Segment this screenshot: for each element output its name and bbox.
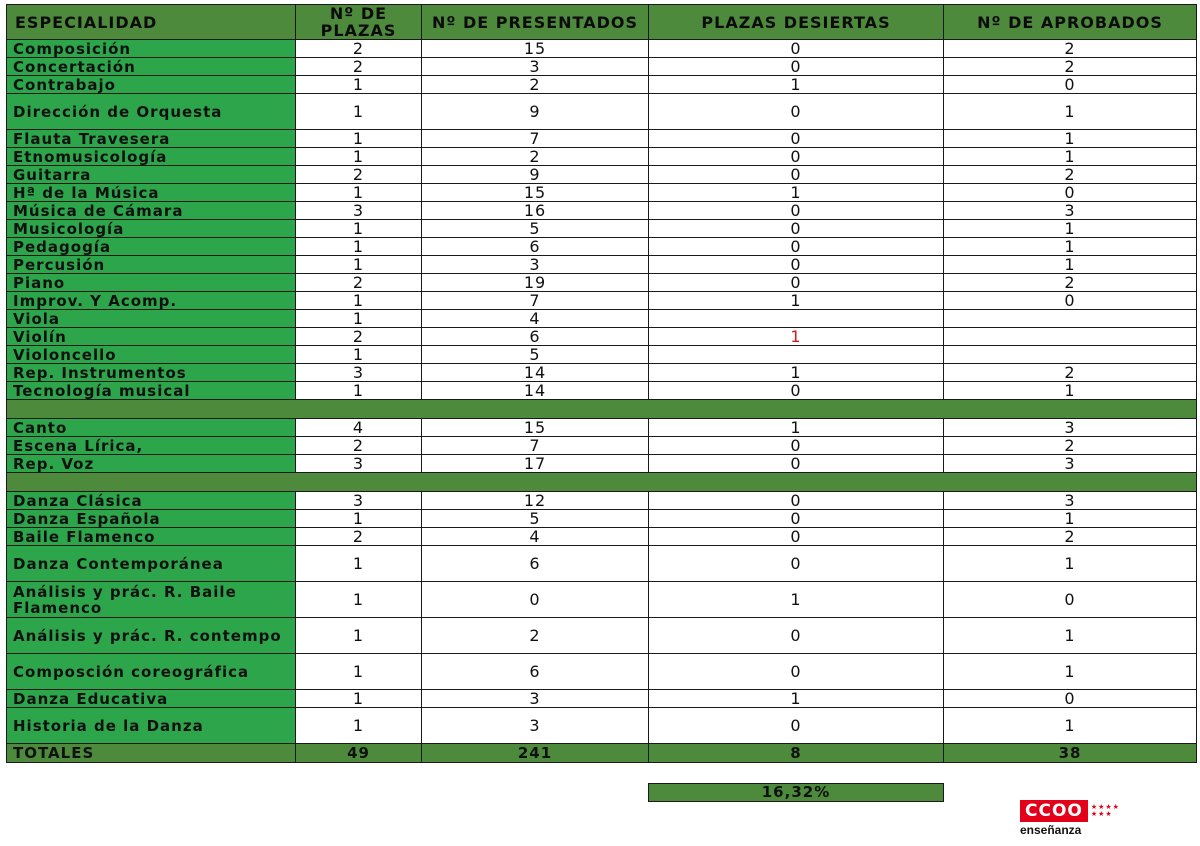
cell-plazas: 2	[296, 40, 422, 58]
header-row	[7, 5, 1197, 40]
table-row	[7, 364, 1197, 382]
specialty-name: Tecnología musical	[7, 382, 296, 400]
cell-presentados: 15	[422, 184, 649, 202]
cell-desiertas: 1	[649, 690, 944, 708]
cell-plazas: 2	[296, 166, 422, 184]
cell-desiertas: 0	[649, 58, 944, 76]
cell-aprobados: 0	[944, 184, 1197, 202]
header-aprobados: Nº DE APROBADOS	[944, 5, 1197, 40]
ccoo-logo	[1020, 800, 1120, 837]
specialty-name: Análisis y prác. R. contempo	[7, 618, 296, 654]
cell-aprobados: 2	[944, 364, 1197, 382]
cell-desiertas: 1	[649, 292, 944, 310]
cell-plazas: 3	[296, 202, 422, 220]
table-row	[7, 58, 1197, 76]
cell-plazas: 1	[296, 310, 422, 328]
cell-presentados: 9	[422, 94, 649, 130]
specialty-name: Piano	[7, 274, 296, 292]
table-row	[7, 202, 1197, 220]
cell-plazas: 1	[296, 292, 422, 310]
cell-desiertas: 1	[649, 419, 944, 437]
cell-plazas: 1	[296, 546, 422, 582]
cell-presentados: 2	[422, 148, 649, 166]
cell-plazas: 1	[296, 654, 422, 690]
totals-aprobados: 38	[944, 744, 1197, 763]
cell-aprobados: 2	[944, 40, 1197, 58]
specialty-name: Violín	[7, 328, 296, 346]
specialty-name: Pedagogía	[7, 238, 296, 256]
cell-aprobados: 1	[944, 94, 1197, 130]
cell-presentados: 17	[422, 455, 649, 473]
specialty-name: Canto	[7, 419, 296, 437]
cell-desiertas: 0	[649, 455, 944, 473]
header-plazas: Nº DE PLAZAS	[296, 5, 422, 40]
cell-desiertas: 0	[649, 546, 944, 582]
table-row	[7, 492, 1197, 510]
table-row	[7, 346, 1197, 364]
cell-presentados: 12	[422, 492, 649, 510]
cell-desiertas: 0	[649, 708, 944, 744]
cell-aprobados: 2	[944, 166, 1197, 184]
table-row	[7, 76, 1197, 94]
cell-desiertas: 0	[649, 256, 944, 274]
results-table	[6, 4, 1197, 763]
table-row	[7, 437, 1197, 455]
totals-desiertas: 8	[649, 744, 944, 763]
cell-plazas: 1	[296, 510, 422, 528]
cell-presentados: 4	[422, 528, 649, 546]
specialty-name: Rep. Voz	[7, 455, 296, 473]
separator-cell	[7, 473, 1197, 492]
cell-presentados: 5	[422, 346, 649, 364]
cell-desiertas: 0	[649, 130, 944, 148]
cell-presentados: 15	[422, 419, 649, 437]
specialty-name: Historia de la Danza	[7, 708, 296, 744]
cell-aprobados: 0	[944, 76, 1197, 94]
cell-aprobados: 3	[944, 202, 1197, 220]
specialty-name: Violoncello	[7, 346, 296, 364]
specialty-name: Composción coreográfica	[7, 654, 296, 690]
specialty-name: Guitarra	[7, 166, 296, 184]
cell-presentados: 2	[422, 618, 649, 654]
cell-aprobados: 1	[944, 510, 1197, 528]
specialty-name: Rep. Instrumentos	[7, 364, 296, 382]
cell-presentados: 6	[422, 238, 649, 256]
totals-row	[7, 744, 1197, 763]
specialty-name: Improv. Y Acomp.	[7, 292, 296, 310]
cell-desiertas: 1	[649, 364, 944, 382]
logo-brand: CCOO	[1020, 800, 1088, 822]
cell-desiertas: 0	[649, 528, 944, 546]
cell-desiertas: 0	[649, 654, 944, 690]
cell-presentados: 3	[422, 708, 649, 744]
specialty-name: Danza Educativa	[7, 690, 296, 708]
cell-plazas: 1	[296, 582, 422, 618]
section-separator	[7, 400, 1197, 419]
madrid-stars-icon: ★★★★ ★★★	[1090, 803, 1120, 818]
logo-mark	[1020, 800, 1120, 822]
cell-plazas: 2	[296, 437, 422, 455]
cell-desiertas	[649, 346, 944, 364]
desiertas-percentage: 16,32%	[648, 783, 944, 802]
cell-desiertas: 1	[649, 184, 944, 202]
cell-aprobados: 1	[944, 708, 1197, 744]
cell-aprobados: 3	[944, 419, 1197, 437]
cell-plazas: 4	[296, 419, 422, 437]
specialty-name: Percusión	[7, 256, 296, 274]
cell-presentados: 6	[422, 328, 649, 346]
table-row	[7, 546, 1197, 582]
cell-plazas: 2	[296, 274, 422, 292]
cell-desiertas: 0	[649, 94, 944, 130]
table-row	[7, 708, 1197, 744]
cell-desiertas: 0	[649, 437, 944, 455]
cell-presentados: 14	[422, 364, 649, 382]
cell-aprobados: 2	[944, 58, 1197, 76]
table-row	[7, 166, 1197, 184]
specialty-name: Hª de la Música	[7, 184, 296, 202]
specialty-name: Escena Lírica,	[7, 437, 296, 455]
cell-desiertas: 0	[649, 220, 944, 238]
cell-presentados: 16	[422, 202, 649, 220]
cell-presentados: 7	[422, 292, 649, 310]
cell-presentados: 7	[422, 437, 649, 455]
cell-aprobados: 1	[944, 238, 1197, 256]
header-especialidad: ESPECIALIDAD	[7, 5, 296, 40]
cell-presentados: 2	[422, 76, 649, 94]
cell-plazas: 1	[296, 220, 422, 238]
specialty-name: Flauta Travesera	[7, 130, 296, 148]
specialty-name: Análisis y prác. R. Baile Flamenco	[7, 582, 296, 618]
logo-subtitle: enseñanza	[1020, 823, 1082, 837]
cell-plazas: 1	[296, 148, 422, 166]
separator-cell	[7, 400, 1197, 419]
cell-presentados: 6	[422, 546, 649, 582]
totals-plazas: 49	[296, 744, 422, 763]
table-row	[7, 419, 1197, 437]
cell-desiertas: 0	[649, 238, 944, 256]
cell-desiertas: 1	[649, 76, 944, 94]
specialty-name: Contrabajo	[7, 76, 296, 94]
table-row	[7, 184, 1197, 202]
cell-plazas: 1	[296, 238, 422, 256]
cell-presentados: 3	[422, 256, 649, 274]
cell-presentados: 6	[422, 654, 649, 690]
cell-presentados: 0	[422, 582, 649, 618]
cell-desiertas: 0	[649, 510, 944, 528]
table-row	[7, 40, 1197, 58]
cell-desiertas: 0	[649, 382, 944, 400]
cell-plazas: 1	[296, 708, 422, 744]
cell-aprobados: 1	[944, 256, 1197, 274]
table-row	[7, 130, 1197, 148]
cell-plazas: 1	[296, 256, 422, 274]
specialty-name: Composición	[7, 40, 296, 58]
cell-desiertas: 0	[649, 166, 944, 184]
table-row	[7, 690, 1197, 708]
cell-aprobados: 1	[944, 618, 1197, 654]
cell-plazas: 1	[296, 184, 422, 202]
cell-aprobados: 0	[944, 292, 1197, 310]
cell-aprobados: 3	[944, 492, 1197, 510]
specialty-name: Etnomusicología	[7, 148, 296, 166]
cell-aprobados: 2	[944, 528, 1197, 546]
cell-aprobados	[944, 328, 1197, 346]
cell-aprobados: 0	[944, 690, 1197, 708]
table-body	[7, 40, 1197, 744]
table-row	[7, 654, 1197, 690]
specialty-name: Danza Contemporánea	[7, 546, 296, 582]
table-row	[7, 328, 1197, 346]
cell-desiertas: 0	[649, 274, 944, 292]
table-row	[7, 148, 1197, 166]
cell-plazas: 3	[296, 364, 422, 382]
cell-desiertas: 0	[649, 492, 944, 510]
table-row	[7, 256, 1197, 274]
cell-presentados: 14	[422, 382, 649, 400]
cell-desiertas	[649, 310, 944, 328]
specialty-name: Baile Flamenco	[7, 528, 296, 546]
table-row	[7, 382, 1197, 400]
table-row	[7, 528, 1197, 546]
specialty-name: Danza Española	[7, 510, 296, 528]
table-row	[7, 455, 1197, 473]
specialty-name: Viola	[7, 310, 296, 328]
cell-desiertas: 0	[649, 40, 944, 58]
specialty-name: Dirección de Orquesta	[7, 94, 296, 130]
cell-aprobados: 1	[944, 546, 1197, 582]
cell-desiertas: 0	[649, 202, 944, 220]
cell-presentados: 9	[422, 166, 649, 184]
table-row	[7, 274, 1197, 292]
cell-plazas: 1	[296, 94, 422, 130]
cell-desiertas: 1	[649, 582, 944, 618]
cell-plazas: 2	[296, 58, 422, 76]
cell-plazas: 1	[296, 382, 422, 400]
cell-presentados: 7	[422, 130, 649, 148]
cell-plazas: 3	[296, 492, 422, 510]
cell-aprobados: 1	[944, 220, 1197, 238]
header-desiertas: PLAZAS DESIERTAS	[649, 5, 944, 40]
cell-desiertas: 0	[649, 148, 944, 166]
cell-plazas: 2	[296, 328, 422, 346]
cell-aprobados: 2	[944, 437, 1197, 455]
cell-presentados: 5	[422, 220, 649, 238]
totals-presentados: 241	[422, 744, 649, 763]
cell-aprobados: 1	[944, 130, 1197, 148]
cell-aprobados: 2	[944, 274, 1197, 292]
cell-aprobados	[944, 310, 1197, 328]
cell-aprobados: 1	[944, 148, 1197, 166]
cell-aprobados: 3	[944, 455, 1197, 473]
cell-presentados: 3	[422, 58, 649, 76]
cell-desiertas: 0	[649, 618, 944, 654]
specialty-name: Música de Cámara	[7, 202, 296, 220]
cell-aprobados: 0	[944, 582, 1197, 618]
cell-presentados: 5	[422, 510, 649, 528]
cell-plazas: 1	[296, 76, 422, 94]
specialty-name: Musicología	[7, 220, 296, 238]
cell-presentados: 4	[422, 310, 649, 328]
table-row	[7, 220, 1197, 238]
cell-plazas: 1	[296, 690, 422, 708]
table-row	[7, 618, 1197, 654]
cell-aprobados: 1	[944, 382, 1197, 400]
cell-presentados: 15	[422, 40, 649, 58]
table-row	[7, 238, 1197, 256]
cell-desiertas: 1	[649, 328, 944, 346]
cell-presentados: 19	[422, 274, 649, 292]
table-row	[7, 94, 1197, 130]
specialty-name: Concertación	[7, 58, 296, 76]
table-row	[7, 292, 1197, 310]
cell-plazas: 1	[296, 346, 422, 364]
table-row	[7, 510, 1197, 528]
cell-plazas: 1	[296, 618, 422, 654]
cell-plazas: 3	[296, 455, 422, 473]
header-presentados: Nº DE PRESENTADOS	[422, 5, 649, 40]
cell-aprobados	[944, 346, 1197, 364]
cell-aprobados: 1	[944, 654, 1197, 690]
table-row	[7, 582, 1197, 618]
cell-presentados: 3	[422, 690, 649, 708]
section-separator	[7, 473, 1197, 492]
cell-plazas: 2	[296, 528, 422, 546]
specialty-name: Danza Clásica	[7, 492, 296, 510]
table-row	[7, 310, 1197, 328]
totals-label: TOTALES	[7, 744, 296, 763]
cell-plazas: 1	[296, 130, 422, 148]
